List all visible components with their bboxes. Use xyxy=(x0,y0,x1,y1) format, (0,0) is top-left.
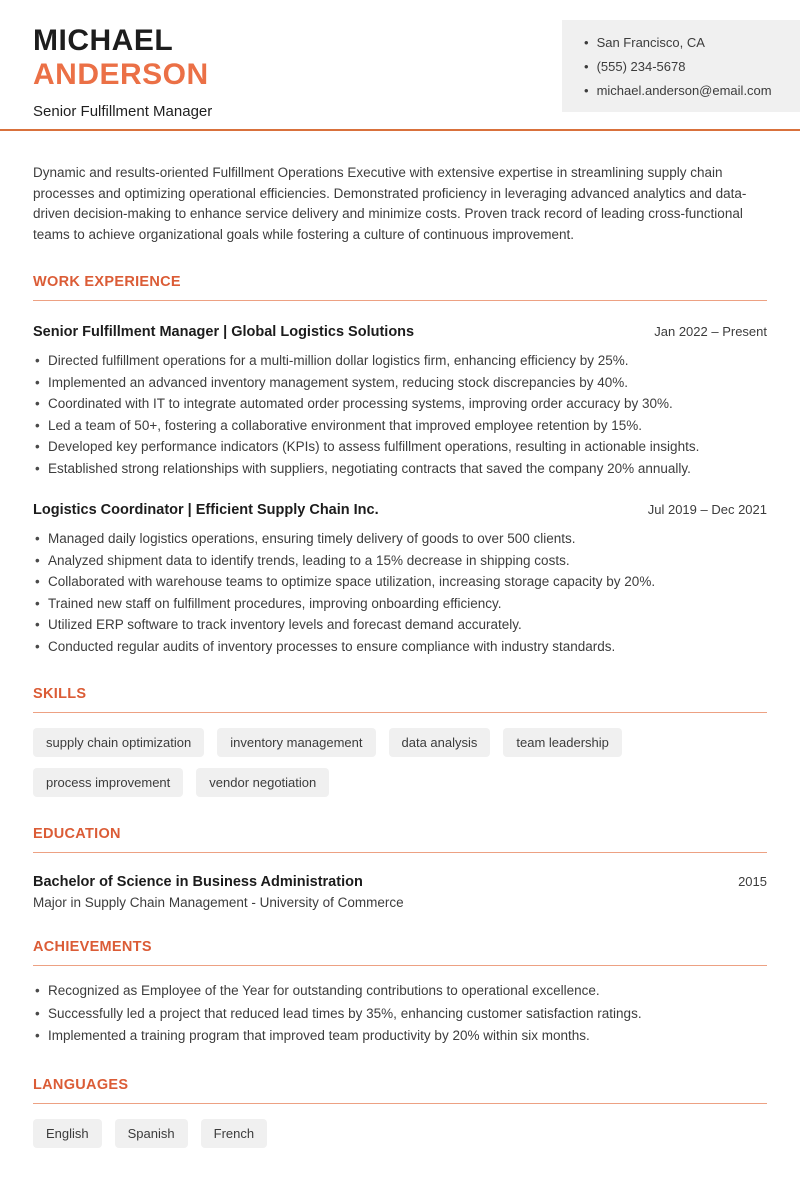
section-languages xyxy=(33,1077,767,1148)
education-year: 2015 xyxy=(738,874,767,889)
languages-chip-list xyxy=(33,1119,767,1148)
section-divider xyxy=(33,712,767,713)
contact-email-text: michael.anderson@email.com xyxy=(596,82,772,98)
name-block xyxy=(33,24,212,120)
achievements-heading: ACHIEVEMENTS xyxy=(33,939,152,955)
language-chip: Spanish xyxy=(115,1119,188,1148)
language-chip: French xyxy=(201,1119,267,1148)
contact-location-text: San Francisco, CA xyxy=(596,34,705,50)
skills-chip-list xyxy=(33,728,767,797)
education-degree: Bachelor of Science in Business Administration xyxy=(33,874,363,890)
achievement-bullet: • Successfully led a project that reduced lead times by 35%, enhancing customer satisfaction ratings. xyxy=(33,1003,767,1026)
resume-header xyxy=(0,0,800,131)
section-divider xyxy=(33,965,767,966)
job-date: Jan 2022 – Present xyxy=(654,324,767,339)
section-work-experience xyxy=(33,274,767,657)
skill-chip: vendor negotiation xyxy=(196,768,329,797)
section-skills xyxy=(33,686,767,797)
job-title: Senior Fulfillment Manager | Global Logistics Solutions xyxy=(33,324,415,340)
job-bullet: • Trained new staff on fulfillment procedures, improving onboarding efficiency. xyxy=(33,593,767,615)
last-name: ANDERSON xyxy=(33,58,209,91)
job-bullet: • Managed daily logistics operations, ensuring timely delivery of goods to over 500 clients. xyxy=(33,528,767,550)
achievements-bullet-list xyxy=(33,980,767,1048)
job-entry xyxy=(33,502,767,657)
skill-chip: team leadership xyxy=(503,728,622,757)
work-experience-heading: WORK EXPERIENCE xyxy=(33,274,181,290)
job-bullet: • Utilized ERP software to track inventory levels and forecast demand accurately. xyxy=(33,614,767,636)
job-bullet: • Implemented an advanced inventory management system, reducing stock discrepancies by 40%. xyxy=(33,372,767,394)
skill-chip: process improvement xyxy=(33,768,183,797)
contact-phone-text: (555) 234-5678 xyxy=(596,58,686,74)
job-title: Logistics Coordinator | Efficient Supply Chain Inc. xyxy=(33,502,379,518)
section-education xyxy=(33,826,767,910)
summary-paragraph: Dynamic and results-oriented Fulfillment Operations Executive with extensive expertise in streamlining supply chain processes and optimizing operational efficiencies. Demonstrated proficiency in leveraging advanced analytics and data-driven decision-making to enhance service delivery and minimize costs. Proven track record of leading cross-functional teams to achieve organizational goals while fostering a culture of continuous improvement. xyxy=(33,165,747,242)
first-name: MICHAEL xyxy=(33,24,174,57)
job-header xyxy=(33,324,767,340)
skill-chip: data analysis xyxy=(389,728,491,757)
education-detail: Major in Supply Chain Management - University of Commerce xyxy=(33,895,404,910)
job-bullet-list xyxy=(33,350,767,479)
job-bullet-list xyxy=(33,528,767,657)
education-heading: EDUCATION xyxy=(33,826,121,842)
job-entry xyxy=(33,324,767,479)
skill-chip: inventory management xyxy=(217,728,375,757)
job-bullet: • Analyzed shipment data to identify trends, leading to a 15% decrease in shipping costs. xyxy=(33,550,767,572)
job-headline: Senior Fulfillment Manager xyxy=(33,103,213,120)
contact-card xyxy=(562,20,800,112)
section-divider xyxy=(33,300,767,301)
contact-email xyxy=(584,83,790,98)
education-entry xyxy=(33,874,767,910)
job-bullet: • Established strong relationships with suppliers, negotiating contracts that saved the company 20% annually. xyxy=(33,458,767,480)
resume-body xyxy=(0,163,800,1188)
job-bullet: • Collaborated with warehouse teams to optimize space utilization, increasing storage capacity by 20%. xyxy=(33,571,767,593)
section-divider xyxy=(33,1103,767,1104)
job-bullet: • Directed fulfillment operations for a multi-million dollar logistics firm, enhancing efficiency by 25%. xyxy=(33,350,767,372)
bullet-icon: • xyxy=(584,82,589,98)
job-bullet: • Coordinated with IT to integrate automated order processing systems, improving order accuracy by 30%. xyxy=(33,393,767,415)
contact-location xyxy=(584,35,790,50)
job-bullet: • Led a team of 50+, fostering a collaborative environment that improved employee retention by 15%. xyxy=(33,415,767,437)
job-header xyxy=(33,502,767,518)
languages-heading: LANGUAGES xyxy=(33,1076,129,1093)
language-chip: English xyxy=(33,1119,102,1148)
job-date: Jul 2019 – Dec 2021 xyxy=(647,502,767,517)
skills-heading: SKILLS xyxy=(33,686,87,702)
bullet-icon: • xyxy=(584,34,589,50)
education-header xyxy=(33,874,767,890)
achievement-bullet: • Implemented a training program that improved team productivity by 20% within six months. xyxy=(33,1025,767,1048)
achievement-bullet: • Recognized as Employee of the Year for outstanding contributions to operational excellence. xyxy=(33,980,767,1003)
section-achievements xyxy=(33,939,767,1048)
bullet-icon: • xyxy=(584,58,589,74)
section-divider xyxy=(33,852,767,853)
contact-phone xyxy=(584,59,790,74)
job-bullet: • Conducted regular audits of inventory processes to ensure compliance with industry standards. xyxy=(33,636,767,658)
job-bullet: • Developed key performance indicators (KPIs) to assess fulfillment operations, resulting in actionable insights. xyxy=(33,436,767,458)
skill-chip: supply chain optimization xyxy=(33,728,204,757)
